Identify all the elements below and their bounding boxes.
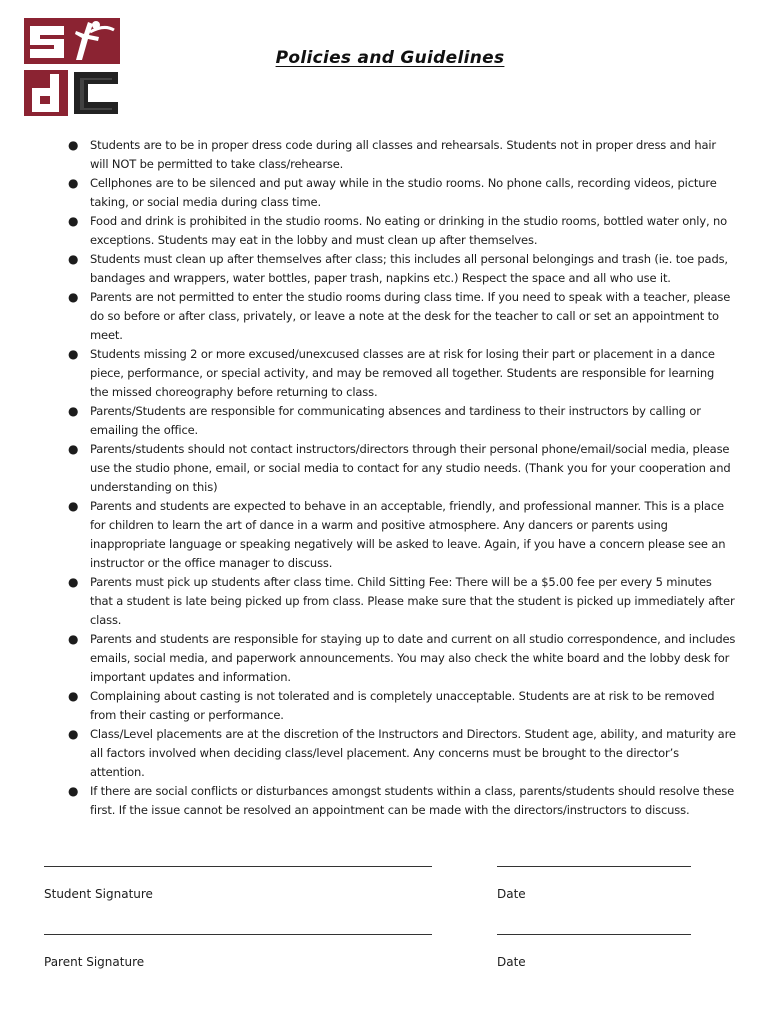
policy-item <box>66 174 736 212</box>
policy-item <box>66 440 736 497</box>
parent-signature-label: Parent Signature <box>44 955 145 969</box>
policy-text: Students must clean up after themselves after class; this includes all personal belongings and trash (ie. toe pads, bandages and wrappers, water bottles, paper trash, napkins etc.) Respect the space and all who use it. <box>90 252 728 285</box>
policy-item <box>66 725 736 782</box>
bullet-icon: ● <box>68 347 79 361</box>
policy-text: Parents must pick up students after class time. Child Sitting Fee: There will be a $5.00 fee per every 5 minutes that a student is late being picked up from class. Please make sure that the student is picked up immediately after class. <box>90 575 735 627</box>
policy-item <box>66 212 736 250</box>
policy-item <box>66 402 736 440</box>
bullet-icon: ● <box>68 499 79 513</box>
studio-logo <box>20 16 124 120</box>
policy-item <box>66 573 736 630</box>
bullet-icon: ● <box>68 784 79 798</box>
policy-item <box>66 136 736 174</box>
bullet-icon: ● <box>68 442 79 456</box>
bullet-icon: ● <box>68 214 79 228</box>
bullet-icon: ● <box>68 290 79 304</box>
bullet-icon: ● <box>68 176 79 190</box>
parent-signature-block <box>44 934 432 969</box>
policy-item <box>66 687 736 725</box>
parent-date-block <box>497 934 691 969</box>
policy-item <box>66 288 736 345</box>
policy-text: Parents/Students are responsible for communicating absences and tardiness to their instructors by calling or emailing the office. <box>90 404 701 437</box>
policy-text: If there are social conflicts or disturbances amongst students within a class, parents/students should resolve these first. If the issue cannot be resolved an appointment can be made with the directors/instructors to discuss. <box>90 784 735 817</box>
policy-item <box>66 345 736 402</box>
parent-date-line[interactable] <box>497 934 691 935</box>
student-date-line[interactable] <box>497 866 691 867</box>
bullet-icon: ● <box>68 138 79 152</box>
policy-text: Complaining about casting is not tolerated and is completely unacceptable. Students are at risk to be removed from their casting or performance. <box>90 689 715 722</box>
policy-text: Parents are not permitted to enter the studio rooms during class time. If you need to speak with a teacher, please do so before or after class, privately, or leave a note at the desk for the teacher to call or set an appointment to meet. <box>90 290 731 342</box>
bullet-icon: ● <box>68 727 79 741</box>
student-signature-block <box>44 866 432 901</box>
policy-text: Parents and students are responsible for staying up to date and current on all studio correspondence, and includes emails, social media, and paperwork announcements. You may also check the white board and the lobby desk for important updates and information. <box>90 632 736 684</box>
student-signature-line[interactable] <box>44 866 432 867</box>
bullet-icon: ● <box>68 689 79 703</box>
policy-text: Students missing 2 or more excused/unexcused classes are at risk for losing their part or placement in a dance piece, performance, or special activity, and may be removed all together. Students are responsible for learning the missed choreography before returning to class. <box>90 347 715 399</box>
student-date-label: Date <box>497 887 526 901</box>
bullet-icon: ● <box>68 632 79 646</box>
student-date-block <box>497 866 691 901</box>
policy-item <box>66 630 736 687</box>
bullet-icon: ● <box>68 575 79 589</box>
bullet-icon: ● <box>68 404 79 418</box>
student-signature-label: Student Signature <box>44 887 153 901</box>
parent-signature-line[interactable] <box>44 934 432 935</box>
bullet-icon: ● <box>68 252 79 266</box>
policy-text: Food and drink is prohibited in the studio rooms. No eating or drinking in the studio rooms, bottled water only, no exceptions. Students may eat in the lobby and must clean up after themselves. <box>90 214 728 247</box>
policy-text: Class/Level placements are at the discretion of the Instructors and Directors. Student age, ability, and maturity are all factors involved when deciding class/level placement. Any concerns must be brought to the director’s attention. <box>90 727 736 779</box>
policy-item <box>66 782 736 820</box>
policy-item <box>66 250 736 288</box>
policy-text: Students are to be in proper dress code during all classes and rehearsals. Students not in proper dress and hair will NOT be permitted to take class/rehearse. <box>90 138 716 171</box>
policy-text: Parents and students are expected to behave in an acceptable, friendly, and professional manner. This is a place for children to learn the art of dance in a warm and positive atmosphere. Any dancers or parents using inappropriate language or speaking negatively will be asked to leave. Again, if you have a concern please see an instructor or the office manager to discuss. <box>90 499 726 570</box>
policy-text: Parents/students should not contact instructors/directors through their personal phone/email/social media, please use the studio phone, email, or social media to contact for any studio needs. (Thank you for your cooperation and understanding on this) <box>90 442 731 494</box>
parent-date-label: Date <box>497 955 526 969</box>
policy-text: Cellphones are to be silenced and put away while in the studio rooms. No phone calls, recording videos, picture taking, or social media during class time. <box>90 176 717 209</box>
policy-list <box>66 136 736 820</box>
policy-item <box>66 497 736 573</box>
page-title: Policies and Guidelines <box>275 48 505 68</box>
